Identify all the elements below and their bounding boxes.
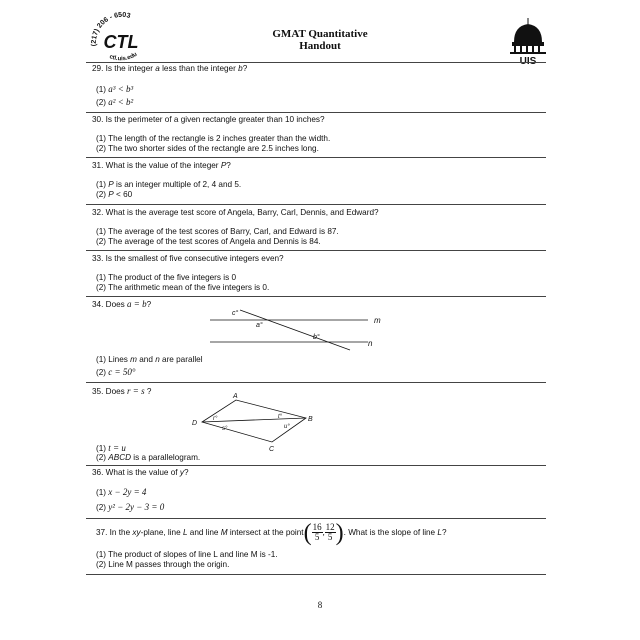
question-34: 34. Does a = b?: [92, 299, 152, 309]
divider: [86, 518, 546, 519]
divider: [86, 296, 546, 297]
q37-statement-1: (1) The product of slopes of line L and line M is -1.: [96, 550, 278, 559]
angle-s: s°: [222, 426, 228, 432]
q30-statement-2: (2) The two shorter sides of the rectangle are 2.5 inches long.: [96, 144, 319, 153]
q33-statement-1: (1) The product of the five integers is 0: [96, 273, 237, 282]
q34-statement-1: (1) Lines m and n are parallel: [96, 355, 203, 364]
vertex-D: D: [192, 420, 198, 427]
logo-url-text: ctl.uis.edu: [108, 51, 139, 63]
q36-statement-2: (2) y² − 2y − 3 = 0: [96, 502, 165, 512]
label-c: c°: [232, 310, 239, 317]
label-m: m: [374, 316, 381, 325]
q29-statement-1: (1) a³ < b³: [96, 84, 134, 94]
title-line-1: GMAT Quantitative: [272, 28, 368, 40]
q34-statement-2: (2) c = 50°: [96, 367, 136, 377]
divider: [86, 574, 546, 575]
diagonal-db: [202, 418, 306, 422]
divider: [86, 157, 546, 158]
angle-t: t°: [278, 414, 283, 420]
question-32: 32. What is the average test score of Angela, Barry, Carl, Dennis, and Edward?: [92, 208, 379, 217]
question-29: 29. Is the integer a less than the integer b?: [92, 64, 248, 73]
q33-statement-2: (2) The arithmetic mean of the five integers is 0.: [96, 283, 270, 292]
transversal: [240, 310, 350, 350]
title-line-2: Handout: [299, 40, 341, 52]
question-37: 37. In the xy-plane, line L and line M intersect at the point( $\frac{16}{5}$ , $\frac{12}{5}$ ). What is the slope of line L?: [96, 519, 447, 546]
q30-statement-1: (1) The length of the rectangle is 2 inches greater than the width.: [96, 134, 331, 143]
q36-statement-1: (1) x − 2y = 4: [96, 487, 147, 497]
q29-statement-2: (2) a² < b²: [96, 97, 134, 107]
q32-statement-2: (2) The average of the test scores of Angela and Dennis is 84.: [96, 237, 321, 246]
var-a: a: [155, 64, 160, 73]
label-n: n: [368, 339, 373, 348]
logo-ctl-text: CTL: [103, 32, 139, 52]
question-30: 30. Is the perimeter of a given rectangle greater than 10 inches?: [92, 115, 325, 124]
angle-r: r°: [213, 416, 218, 422]
angle-u: u°: [284, 424, 290, 430]
divider: [86, 250, 546, 251]
label-b: b°: [313, 334, 320, 341]
label-a: a°: [256, 322, 263, 329]
vertex-C: C: [269, 446, 275, 453]
divider: [86, 112, 546, 113]
logo-phone-text: (217) 206 - 6503: [90, 11, 132, 47]
q35-statement-2: (2) ABCD is a parallelogram.: [96, 453, 201, 462]
question-35: 35. Does r = s ?: [92, 386, 152, 396]
parallel-lines-figure: [200, 306, 390, 352]
page-number: 8: [317, 600, 323, 610]
divider: [86, 465, 546, 466]
vertex-B: B: [308, 416, 313, 423]
q35-statement-1: (1) t = u: [96, 443, 126, 453]
question-36: 36. What is the value of y?: [92, 468, 189, 477]
question-31: 31. What is the value of the integer P?: [92, 161, 231, 170]
q37-statement-2: (2) Line M passes through the origin.: [96, 560, 230, 569]
header-rule: [86, 62, 546, 63]
uis-dome-logo: [506, 16, 550, 66]
q29-s2-math: a² < b²: [108, 97, 134, 107]
question-33: 33. Is the smallest of five consecutive integers even?: [92, 254, 284, 263]
divider: [86, 204, 546, 205]
q31-statement-1: (1) P is an integer multiple of 2, 4 and 5.: [96, 180, 242, 189]
divider: [86, 382, 546, 383]
q31-statement-2: (2) P < 60: [96, 190, 133, 199]
var-b: b: [238, 64, 243, 73]
parallelogram-figure: [186, 388, 326, 454]
fraction-12-5: $\frac{12}{5}$: [325, 522, 335, 543]
close-paren: ): [335, 519, 344, 546]
q29-s1-math: a³ < b³: [108, 84, 134, 94]
open-paren: (: [303, 519, 312, 546]
uis-logo-text: UIS: [519, 56, 537, 66]
svg-text:ctl.uis.edu: [108, 51, 138, 62]
vertex-A: A: [233, 393, 238, 400]
q32-statement-1: (1) The average of the test scores of Barry, Carl, and Edward is 87.: [96, 227, 339, 236]
fraction-16-5: $\frac{16}{5}$: [312, 522, 322, 543]
